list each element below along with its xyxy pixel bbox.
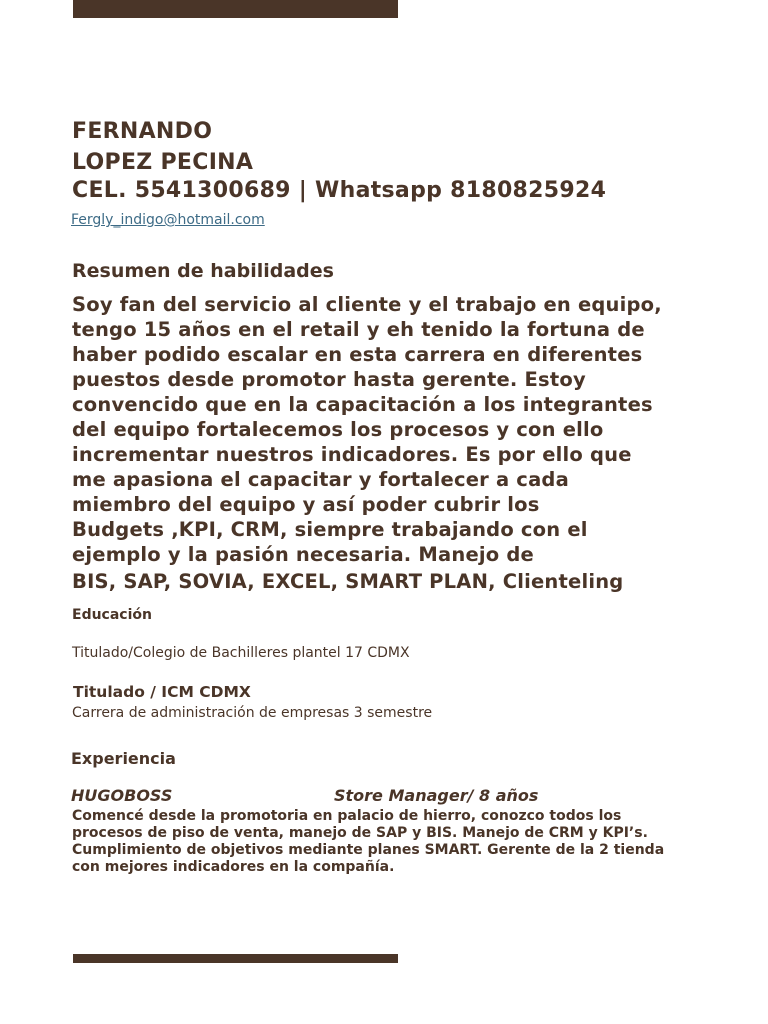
education-item-2-detail: Carrera de administración de empresas 3 semestre [72, 705, 433, 721]
summary-line: me apasiona el capacitar y fortalecer a cada [72, 468, 569, 491]
description-line: Cumplimiento de objetivos mediante planes SMART. Gerente de la 2 tienda [72, 842, 665, 858]
summary-line: convencido que en la capacitación a los integrantes [72, 393, 653, 416]
summary-line: ejemplo y la pasión necesaria. Manejo de [72, 543, 534, 566]
top-decorative-bar [73, 0, 398, 18]
bottom-decorative-bar [73, 954, 398, 963]
summary-line: BIS, SAP, SOVIA, EXCEL, SMART PLAN, Clienteling [72, 570, 624, 593]
contact-phone: CEL. 5541300689 | Whatsapp 8180825924 [72, 178, 607, 203]
summary-heading: Resumen de habilidades [72, 260, 334, 282]
summary-line: miembro del equipo y así poder cubrir los [72, 493, 540, 516]
description-line: procesos de piso de venta, manejo de SAP y BIS. Manejo de CRM y KPI’s. [72, 825, 648, 841]
first-name: FERNANDO [72, 119, 213, 144]
education-item-2-title: Titulado / ICM CDMX [73, 683, 251, 701]
experience-description [72, 808, 712, 876]
summary-text [72, 292, 712, 594]
summary-line: incrementar nuestros indicadores. Es por ello que [72, 443, 632, 466]
last-name: LOPEZ PECINA [72, 150, 254, 175]
education-item-1: Titulado/Colegio de Bachilleres plantel 17 CDMX [72, 645, 410, 661]
summary-line: tengo 15 años en el retail y eh tenido la fortuna de [72, 318, 645, 341]
education-heading: Educación [72, 607, 152, 623]
description-line: Comencé desde la promotoria en palacio de hierro, conozco todos los [72, 808, 622, 824]
email-link[interactable]: Fergly_indigo@hotmail.com [71, 212, 265, 228]
summary-line: Budgets ,KPI, CRM, siempre trabajando con el [72, 518, 588, 541]
summary-line: Soy fan del servicio al cliente y el trabajo en equipo, [72, 293, 662, 316]
summary-line: del equipo fortalecemos los procesos y con ello [72, 418, 604, 441]
experience-role: Store Manager/ 8 años [334, 786, 539, 805]
summary-line: haber podido escalar en esta carrera en diferentes [72, 343, 643, 366]
summary-line: puestos desde promotor hasta gerente. Estoy [72, 368, 586, 391]
experience-heading: Experiencia [71, 749, 176, 768]
description-line: con mejores indicadores en la compañía. [72, 859, 395, 875]
experience-company: HUGOBOSS [71, 786, 173, 805]
